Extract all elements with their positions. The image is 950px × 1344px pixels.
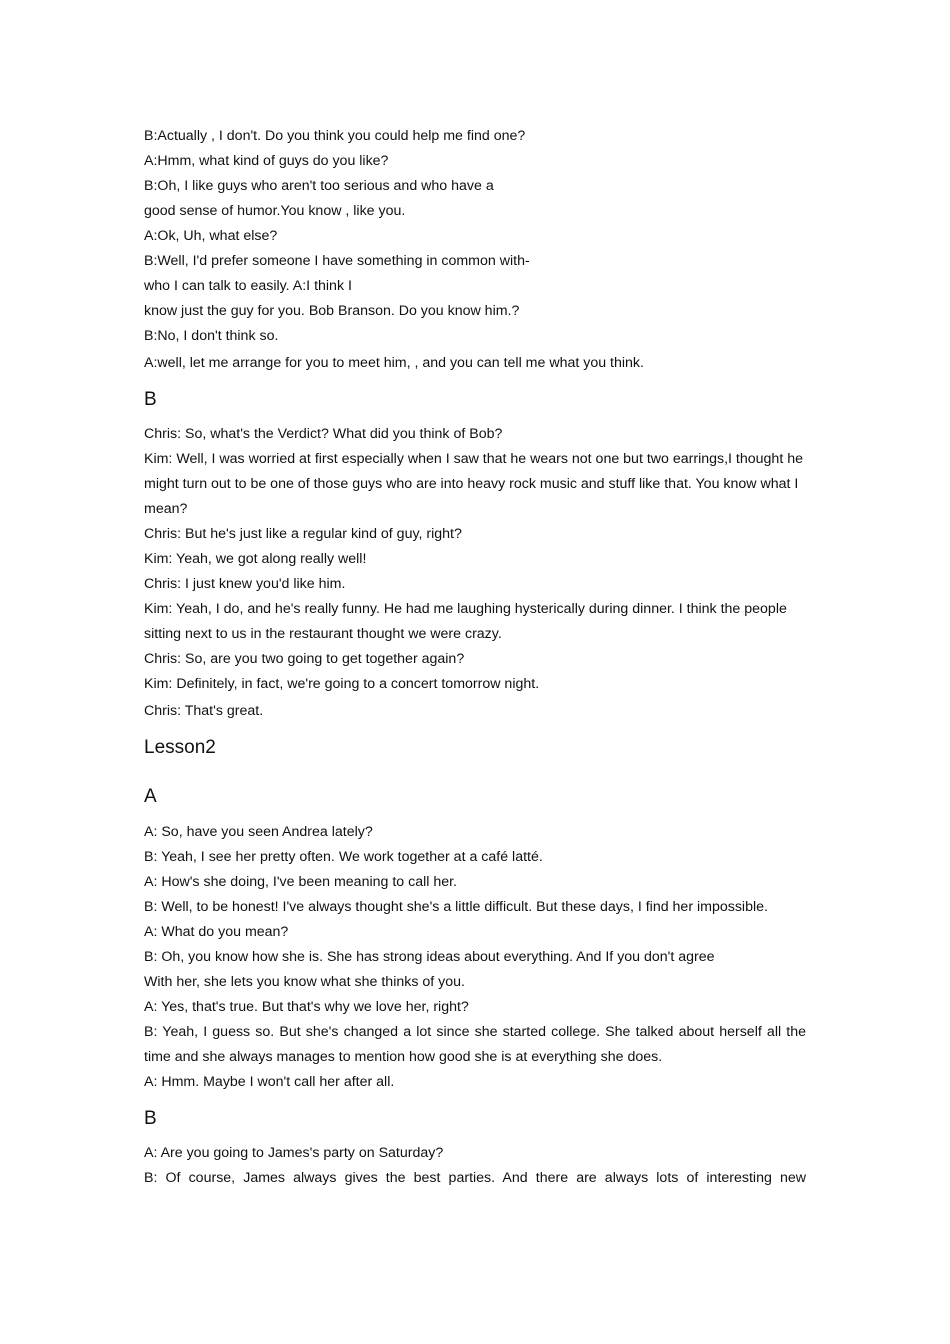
- dialogue-line: A: How's she doing, I've been meaning to call her.: [144, 874, 457, 890]
- dialogue-line: B: Of course, James always gives the best parties. And there are always lots of interesting new: [144, 1170, 806, 1186]
- section-heading-b: B: [144, 389, 157, 410]
- dialogue-line: B: Well, to be honest! I've always thought she's a little difficult. But these days, I find her impossible.: [144, 899, 768, 915]
- dialogue-line: A: Yes, that's true. But that's why we love her, right?: [144, 999, 469, 1015]
- lesson2-a-dialogue: [144, 820, 806, 1095]
- dialogue-line: With her, she lets you know what she thinks of you.: [144, 974, 465, 990]
- dialogue-line: Chris: I just knew you'd like him.: [144, 576, 346, 592]
- dialogue-line: A: What do you mean?: [144, 924, 289, 940]
- dialogue-line: good sense of humor.You know , like you.: [144, 203, 406, 219]
- dialogue-line: B:Oh, I like guys who aren't too serious and who have a: [144, 178, 494, 194]
- dialogue-line: Chris: But he's just like a regular kind of guy, right?: [144, 526, 462, 542]
- dialogue-line: A: So, have you seen Andrea lately?: [144, 824, 373, 840]
- dialogue-line: know just the guy for you. Bob Branson. Do you know him.?: [144, 303, 520, 319]
- dialogue-line: Kim: Well, I was worried at first especially when I saw that he wears not one but two earrings,I thought he might turn out to be one of those guys who are into heavy rock music and stuff like that. You know what I mean?: [144, 451, 803, 517]
- section-heading-b: B: [144, 1108, 157, 1129]
- dialogue-line: Chris: So, what's the Verdict? What did you think of Bob?: [144, 426, 503, 442]
- dialogue-line: A: Are you going to James's party on Saturday?: [144, 1145, 444, 1161]
- intro-dialogue: [144, 124, 806, 376]
- dialogue-line: Chris: So, are you two going to get together again?: [144, 651, 465, 667]
- dialogue-line: Kim: Yeah, I do, and he's really funny. He had me laughing hysterically during dinner. I think the people sitting next to us in the restaurant thought we were crazy.: [144, 601, 787, 642]
- dialogue-line: Chris: That's great.: [144, 703, 264, 719]
- lesson1-b-dialogue: [144, 422, 806, 724]
- dialogue-line: B: Yeah, I guess so. But she's changed a lot since she started college. She talked about herself all the time and she always manages to mention how good she is at everything she does.: [144, 1024, 806, 1065]
- dialogue-line: B: Oh, you know how she is. She has strong ideas about everything. And If you don't agree: [144, 949, 715, 965]
- section-heading-a: A: [144, 786, 157, 807]
- dialogue-line: B: Yeah, I see her pretty often. We work together at a café latté.: [144, 849, 543, 865]
- dialogue-line: B:Actually , I don't. Do you think you could help me find one?: [144, 128, 526, 144]
- dialogue-line: who I can talk to easily. A:I think I: [144, 278, 352, 294]
- document-page: [144, 124, 806, 1191]
- dialogue-line: Kim: Yeah, we got along really well!: [144, 551, 367, 567]
- lesson2-b-dialogue: [144, 1141, 806, 1191]
- dialogue-line: A: Hmm. Maybe I won't call her after all.: [144, 1074, 395, 1090]
- dialogue-line: Kim: Definitely, in fact, we're going to a concert tomorrow night.: [144, 676, 540, 692]
- dialogue-line: B:Well, I'd prefer someone I have something in common with-: [144, 253, 530, 269]
- lesson-title: Lesson2: [144, 737, 216, 758]
- dialogue-line: A:Ok, Uh, what else?: [144, 228, 278, 244]
- dialogue-line: A:Hmm, what kind of guys do you like?: [144, 153, 389, 169]
- dialogue-line: B:No, I don't think so.: [144, 328, 279, 344]
- dialogue-line: A:well, let me arrange for you to meet him, , and you can tell me what you think.: [144, 355, 644, 371]
